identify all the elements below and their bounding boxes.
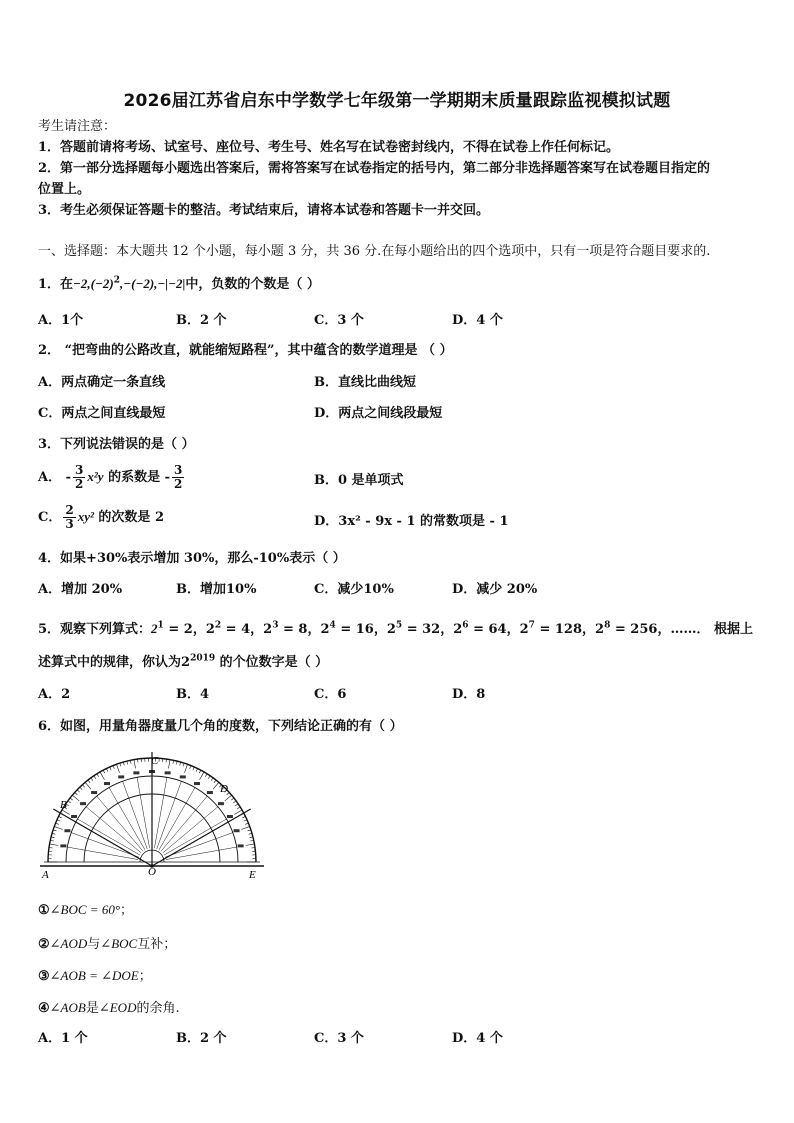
q5-text-a: 5．观察下列算式： <box>38 622 152 637</box>
question-5-cont <box>38 654 328 672</box>
q3-c-prefix: C． <box>38 510 62 525</box>
tick <box>234 810 242 815</box>
protractor-drawing <box>40 752 264 868</box>
q5-power-3-exp: 3 <box>272 620 279 631</box>
q3-a-prefix: A． - <box>38 470 72 485</box>
tick <box>50 844 59 846</box>
q5-option-b: B．4 <box>176 687 210 702</box>
radial-line <box>86 807 141 853</box>
tick <box>199 770 201 773</box>
q6-statement-2 <box>38 935 176 954</box>
scale-mark <box>118 775 124 778</box>
q5-power-7-base: 2 <box>519 622 529 637</box>
scale-mark <box>165 771 171 774</box>
question-3: 3．下列说法错误的是（ ） <box>38 437 195 452</box>
scale-mark <box>194 782 200 785</box>
q4-option-d: D．减少 20% <box>452 582 538 597</box>
question-2: 2． “把弯曲的公路改直，就能缩短路程”，其中蕴含的数学道理是 （ ） <box>38 343 453 358</box>
tick <box>106 769 108 772</box>
s4-b: ∠EOD <box>98 1000 137 1015</box>
q1-option-a: A．1个 <box>38 313 84 328</box>
s3-expr: ∠AOB = ∠DOE <box>49 968 139 983</box>
q5-power-7-exp: 7 <box>528 620 535 631</box>
q1-option-b: B．2 个 <box>176 313 227 328</box>
s2-mark: ② <box>38 937 50 952</box>
q2-option-c: C．两点之间直线最短 <box>38 406 166 421</box>
q5-power-4-exp: 4 <box>329 620 336 631</box>
q3-a-num: 3 <box>75 463 84 477</box>
q2-option-b: B．直线比曲线短 <box>314 375 416 390</box>
question-1 <box>38 275 320 294</box>
q1-exp: 2 <box>113 275 120 286</box>
label-D: D <box>220 783 228 795</box>
s1-mark: ① <box>38 903 50 918</box>
tick <box>75 792 78 794</box>
label-C: C <box>151 755 159 767</box>
question-6: 6．如图，用量角器度量几个角的度数，下列结论正确的有（ ） <box>38 719 403 734</box>
tick <box>205 774 207 777</box>
tick <box>211 778 213 781</box>
q1-option-d: D．4 个 <box>452 313 503 328</box>
radial-line <box>163 807 218 853</box>
tick <box>193 767 194 770</box>
tick <box>97 774 99 777</box>
s4-mid: 是 <box>85 1001 99 1016</box>
tick <box>241 826 249 829</box>
q3-c-num: 2 <box>65 503 74 517</box>
tick <box>77 790 80 792</box>
notice-item-2: 2．第一部分选择题每小题选出答案后，需将答案写在试卷指定的括号内，第二部分非选择题答案写在试卷题目指定的 <box>38 161 711 176</box>
tick <box>244 820 247 821</box>
q6-statement-1 <box>38 901 133 920</box>
s4-a: ∠AOB <box>49 1000 86 1015</box>
q3-option-d: D．3x² - 9x - 1 的常数项是 - 1 <box>314 514 509 529</box>
q5-power-3-val: 8 <box>298 622 308 637</box>
scale-mark <box>180 775 186 778</box>
q5-power-1-val: 2 <box>183 622 193 637</box>
tick <box>72 795 79 801</box>
q3-option-c <box>38 504 164 531</box>
scale-mark <box>218 802 224 805</box>
q2-option-d: D．两点之间线段最短 <box>314 406 443 421</box>
q3-c-den: 3 <box>65 517 74 531</box>
q5-text-b1: 述算式中的规律，你认为 <box>38 655 182 670</box>
q5-power-4-val: 16 <box>355 622 374 637</box>
q6-statement-3 <box>38 967 152 986</box>
q5-power-3-base: 2 <box>263 622 273 637</box>
q1-num: 1．在 <box>38 277 74 292</box>
tick <box>184 764 187 772</box>
tick <box>91 778 93 781</box>
tick <box>54 826 62 829</box>
q5-exp: 2019 <box>190 653 216 664</box>
q6-option-a: A．1 个 <box>38 1031 88 1046</box>
q6-option-c: C．3 个 <box>314 1031 364 1046</box>
q2-option-a: A．两点确定一条直线 <box>38 375 166 390</box>
q5-power-5-val: 32 <box>422 622 441 637</box>
q5-ellipsis: ，……． 根据上 <box>657 622 753 637</box>
question-5: 5．观察下列算式：$2^1 = 2$，$2^2 = 4$，$2^3 = 8$，$2^4 = 16$，$2^5 = 32$，$2^6 = 64$，$2^7 = 128$，$2^8 = 256$，……． 根据上 <box>38 620 753 637</box>
scale-mark <box>207 791 213 794</box>
s2-tail: 互补； <box>137 937 177 952</box>
q5-power-1-base: 2 <box>151 621 158 636</box>
tick <box>100 772 105 780</box>
tick <box>88 780 90 783</box>
tick <box>237 807 240 809</box>
q3-a-den-2: 2 <box>174 477 183 491</box>
tick <box>59 816 62 818</box>
tick <box>242 816 245 818</box>
q1-option-c: C．3 个 <box>314 313 364 328</box>
tick <box>231 798 234 800</box>
scale-mark <box>80 802 86 805</box>
q4-option-c: C．减少10% <box>314 582 394 597</box>
s2-b: ∠BOC <box>100 936 138 951</box>
tick <box>246 844 255 846</box>
q5-power-4-base: 2 <box>320 622 330 637</box>
q3-a-num-2: 3 <box>174 463 183 477</box>
scale-mark <box>133 771 139 774</box>
tick <box>213 782 219 789</box>
q3-option-a <box>38 464 186 491</box>
notice-item-1: 1．答题前请将考场、试室号、座位号、考生号、姓名写在试卷密封线内，不得在试卷上作任何标记。 <box>38 140 620 155</box>
radial-line <box>97 796 143 851</box>
q3-a-fraction-2 <box>172 464 184 491</box>
q1-expr: −2,(−2) <box>73 276 114 291</box>
scale-mark <box>227 815 233 818</box>
q5-option-c: C．6 <box>314 687 347 702</box>
q5-power-7-val: 128 <box>554 622 583 637</box>
q6-option-d: D．4 个 <box>452 1031 503 1046</box>
label-A: A <box>42 869 49 881</box>
q3-c-fraction <box>63 504 75 531</box>
q3-option-b: B．0 是单项式 <box>314 473 404 488</box>
q5-power-2-val: 4 <box>241 622 251 637</box>
q5-power-8-base: 2 <box>595 622 605 637</box>
q5-power-1-exp: 1 <box>157 620 164 631</box>
s3-tail: ； <box>138 969 152 984</box>
q5-power-6-val: 64 <box>488 622 507 637</box>
q3-a-fraction <box>73 464 85 491</box>
s1-expr: ∠BOC = 60° <box>49 902 121 917</box>
scale-mark <box>234 829 240 832</box>
tick <box>80 787 82 790</box>
tick <box>94 776 96 779</box>
q3-c-var: xy² <box>77 509 94 524</box>
s4-mark: ④ <box>38 1001 50 1016</box>
q5-option-a: A．2 <box>38 687 71 702</box>
q6-statement-4 <box>38 999 180 1018</box>
q5-power-8-exp: 8 <box>604 620 611 631</box>
s2-a: ∠AOD <box>49 936 88 951</box>
scale-mark <box>60 844 66 847</box>
tick <box>233 801 236 803</box>
tick <box>68 801 71 803</box>
tick <box>225 795 232 801</box>
scale-mark <box>64 829 70 832</box>
tick <box>168 760 170 769</box>
notice-heading: 考生请注意： <box>38 119 117 134</box>
q1-expr2: ,−(−2),−|−2| <box>119 276 186 291</box>
s2-mid: 与 <box>87 937 101 952</box>
q4-option-a: A．增加 20% <box>38 582 123 597</box>
tick <box>103 770 105 773</box>
page-title: 2026届江苏省启东中学数学七年级第一学期期末质量跟踪监视模拟试题 <box>123 91 671 111</box>
question-4: 4．如果+30%表示增加 30%，那么-10%表示（ ） <box>38 551 346 566</box>
label-E: E <box>249 869 256 881</box>
protractor-figure <box>36 748 268 882</box>
radial-line <box>161 796 207 851</box>
q5-power-5-base: 2 <box>386 622 396 637</box>
notice-item-3: 3．考生必须保证答题卡的整洁。考试结束后，请将本试卷和答题卡一并交回。 <box>38 203 490 218</box>
section-heading: 一、选择题：本大题共 12 个小题，每小题 3 分，共 36 分.在每小题给出的四个选项中，只有一项是符合题目要求的. <box>38 244 711 259</box>
tick <box>134 760 136 769</box>
tick <box>200 772 205 780</box>
tick <box>116 764 119 772</box>
tick <box>235 804 238 806</box>
q5-power-2-exp: 2 <box>214 620 222 631</box>
s1-tail: ； <box>120 903 134 918</box>
q5-power-6-base: 2 <box>453 622 463 637</box>
tick <box>85 782 91 789</box>
tick <box>82 785 84 788</box>
scale-mark <box>71 815 77 818</box>
q5-option-d: D．8 <box>452 687 486 702</box>
tick <box>214 780 216 783</box>
q5-power-2-base: 2 <box>205 622 215 637</box>
tick <box>57 820 60 821</box>
q5-text-b2: 的个位数字是（ ） <box>215 655 329 670</box>
scale-mark <box>238 844 244 847</box>
tick <box>208 776 210 779</box>
q5-power-5-exp: 5 <box>395 620 403 631</box>
q1-tail: 中，负数的个数是（ ） <box>185 277 320 292</box>
ray-ob <box>152 809 251 866</box>
q6-option-b: B．2 个 <box>176 1031 227 1046</box>
ray-od <box>53 809 152 866</box>
s4-tail: 的余角. <box>136 1001 180 1016</box>
label-O: O <box>148 866 156 878</box>
q3-a-mid: 的系数是 - <box>103 470 170 485</box>
label-B: B <box>60 799 67 811</box>
q5-base: 2 <box>181 655 191 670</box>
tick <box>70 798 73 800</box>
q5-power-6-exp: 6 <box>462 620 469 631</box>
scale-mark <box>91 791 97 794</box>
q5-power-8-val: 256 <box>630 622 658 637</box>
tick <box>196 769 198 772</box>
s3-mark: ③ <box>38 969 50 984</box>
q3-c-tail: 的次数是 2 <box>93 510 164 525</box>
tick <box>110 767 111 770</box>
notice-item-2-cont: 位置上。 <box>38 182 91 197</box>
q4-option-b: B．增加10% <box>176 582 257 597</box>
q3-a-var: x²y <box>87 469 104 484</box>
q3-a-den: 2 <box>75 477 84 491</box>
scale-mark <box>104 782 110 785</box>
